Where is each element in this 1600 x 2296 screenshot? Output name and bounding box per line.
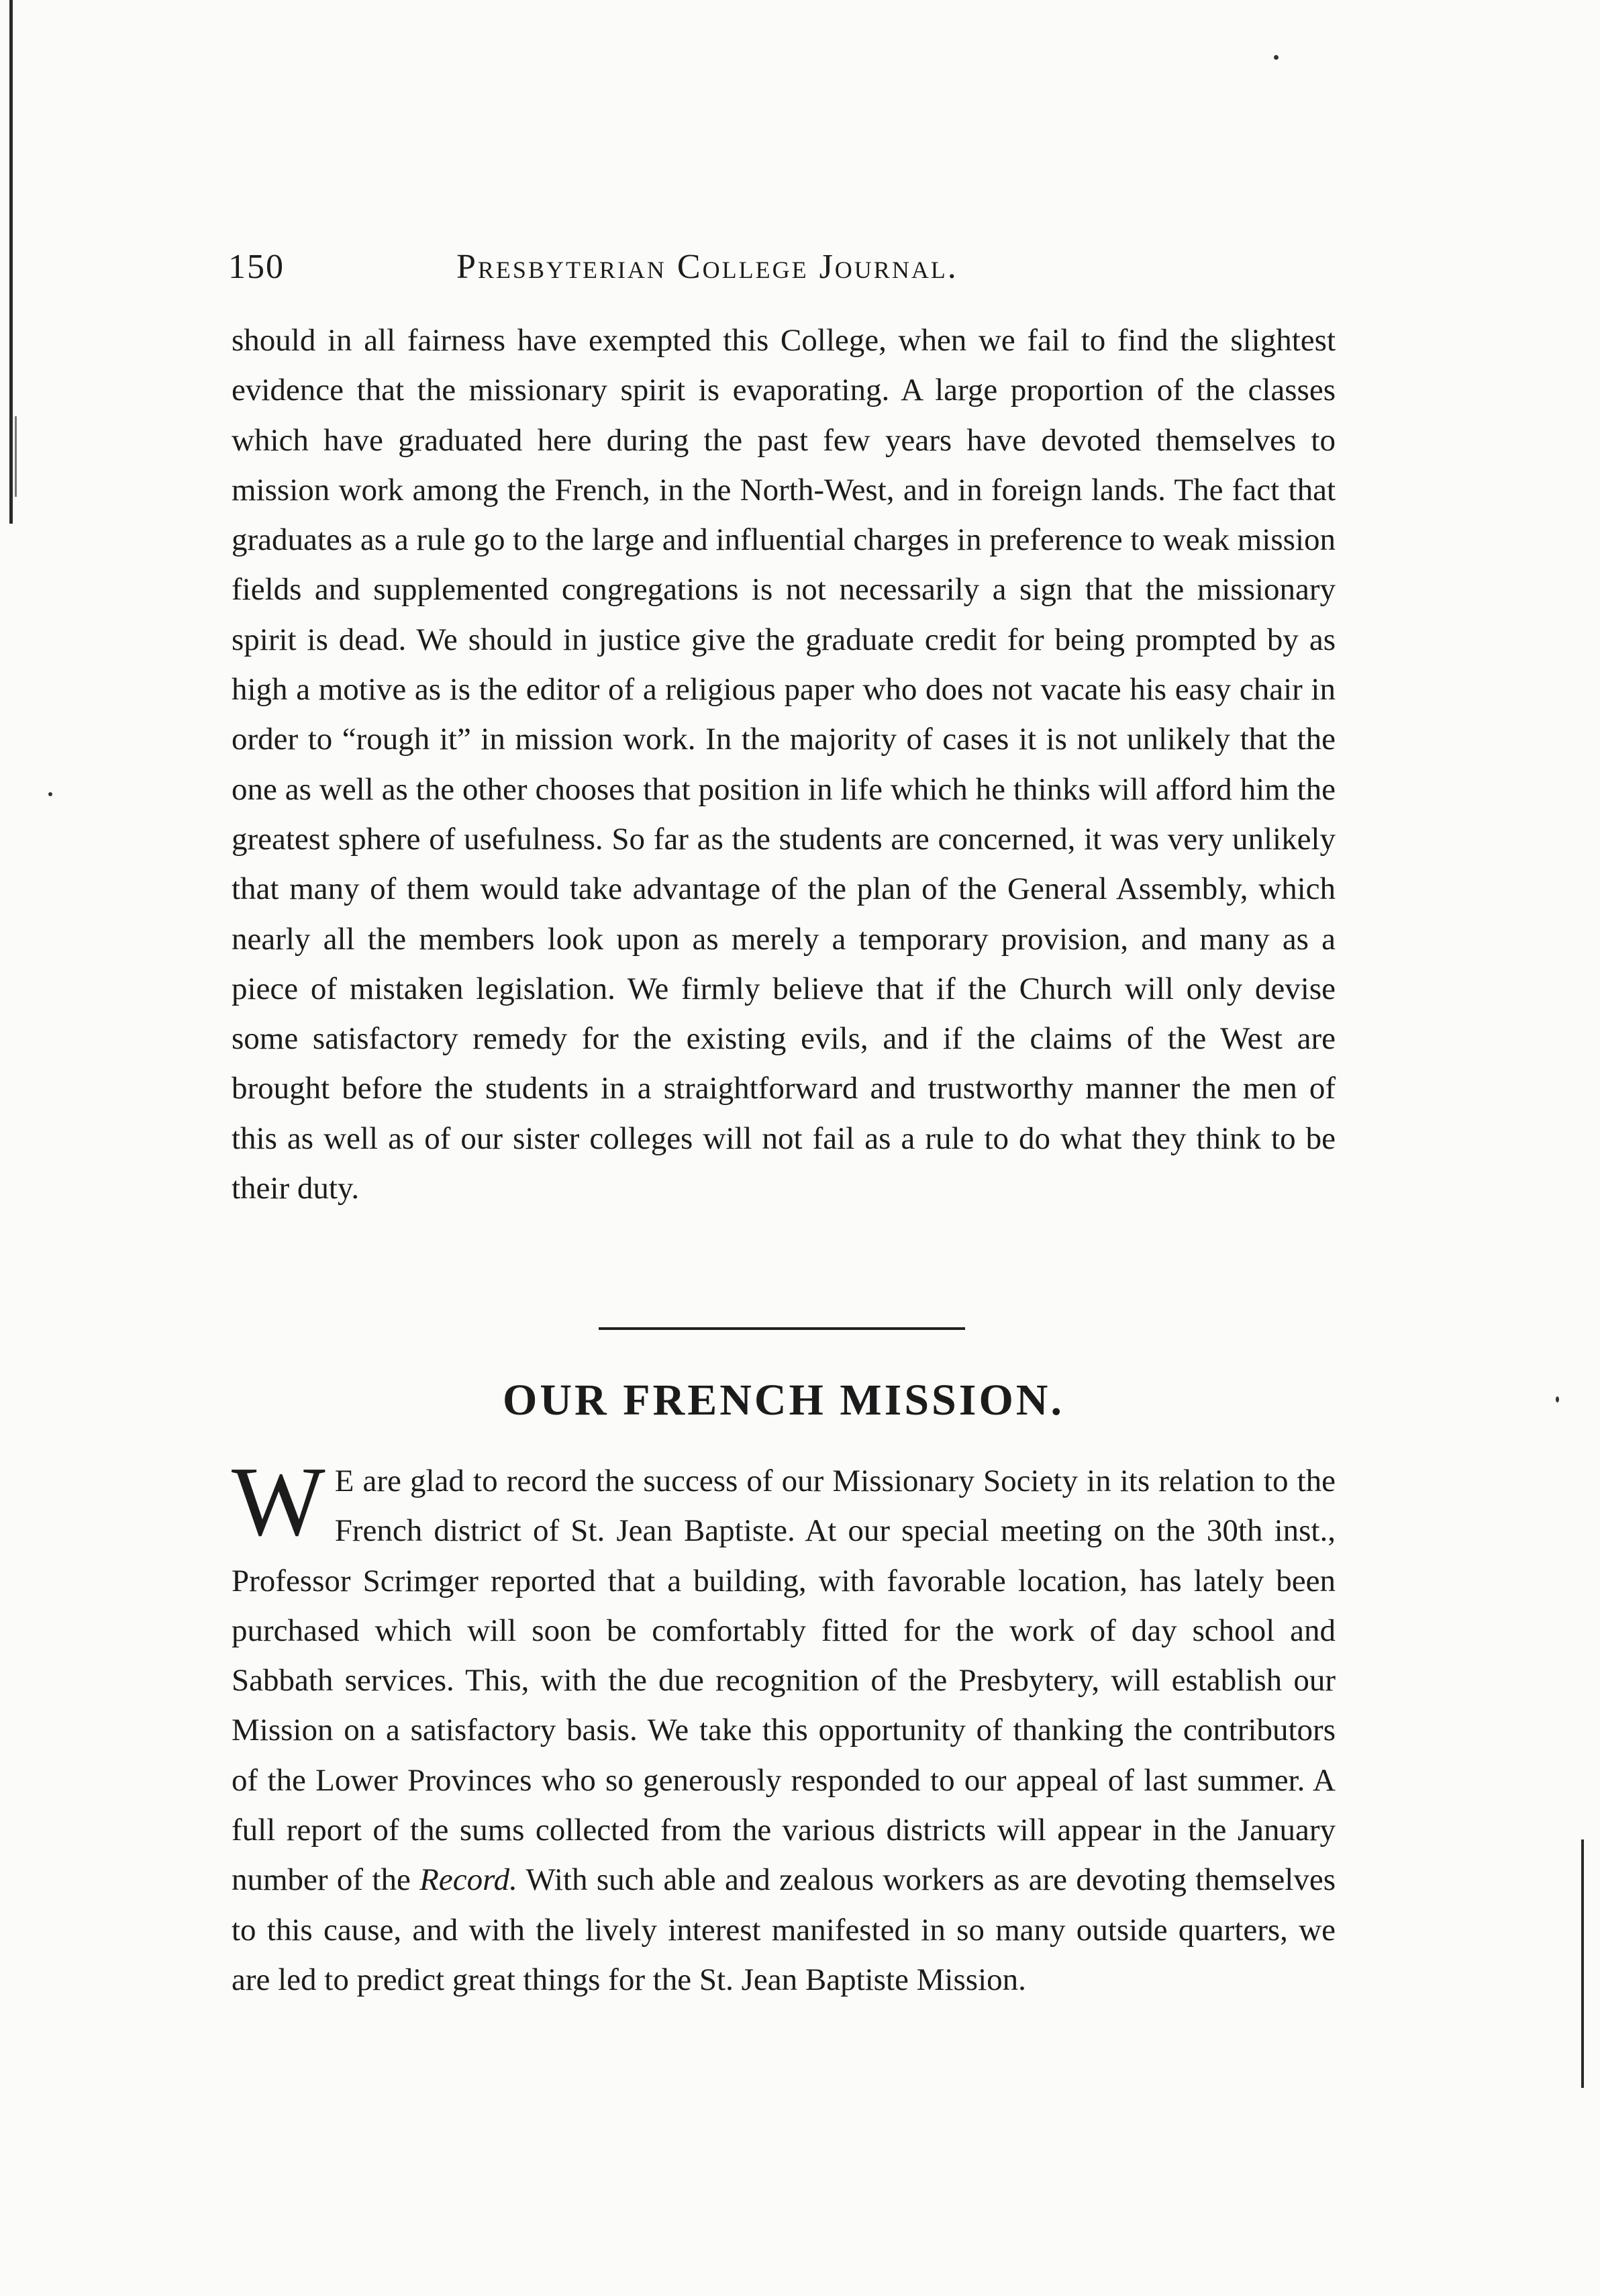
section-divider [599,1327,965,1330]
scan-binding-edge [9,0,13,524]
scan-binding-edge-inner [15,416,17,497]
page-number: 150 [228,248,285,286]
record-title: Record. [419,1862,517,1898]
french-mission-paragraph [232,1447,1336,2005]
continued-paragraph: should in all fairness have exempted this College, when we fail to find the slightest evidence that the missionary spirit is evaporating. A large proportion of the classes which have graduated here during the past few years have devoted themselves to mission work among the French, in the North-West, and in foreign lands. The fact that graduates as a rule go to the large and influential charges in preference to weak mission fields and supplemented congregations is not necessarily a sign that the missionary spirit is dead. We should in justice give the graduate credit for being prompted by as high a motive as is the editor of a religious paper who does not vacate his easy chair in order to “rough it” in mission work. In the majority of cases it is not unlikely that the one as well as the other chooses that position in life which he thinks will afford him the greatest sphere of usefulness. So far as the students are concerned, it was very unlikely that many of them would take advantage of the plan of the General Assembly, which nearly all the members look upon as merely a temporary provision, and many as a piece of mistaken legislation. We firmly believe that if the Church will only devise some satisfactory remedy for the existing evils, and if the claims of the West are brought before the students in a straightforward and trustworthy manner the men of this as well as of our sister colleges will not fail as a rule to do what they think to be their duty. [232,323,1336,1206]
scan-speck [1274,55,1279,60]
scan-speck [48,792,52,796]
scan-speck [1556,1396,1559,1402]
section-heading: OUR FRENCH MISSION. [503,1376,1064,1425]
journal-title: Presbyterian College Journal. [456,248,958,286]
mission-text-part-1: E are glad to record the success of our Missionary Society in its relation to the French district of St. Jean Baptiste. At our special meeting on the 30th inst., Professor Scrimger reported that a building, with favorable location, has lately been purchased which will soon be comfortably fitted for the work of day school and Sabbath services. This, with the due recognition of the Presbytery, will establish our Mission on a satisfactory basis. We take this opportunity of thanking the contributors of the Lower Provinces who so generously responded to our appeal of last summer. A full report of the sums collected from the various districts will appear in the January number of the [232,1464,1336,1898]
mission-text-part-2: With such able and zealous workers as are devoting themselves to this cause, and with the lively interest manifested in so many outside quarters, we are led to predict great things for the St. Jean Baptiste Mission. [232,1862,1336,1997]
drop-cap: W [232,1447,326,1557]
scan-right-edge [1581,1839,1584,2088]
running-head [228,247,1337,294]
